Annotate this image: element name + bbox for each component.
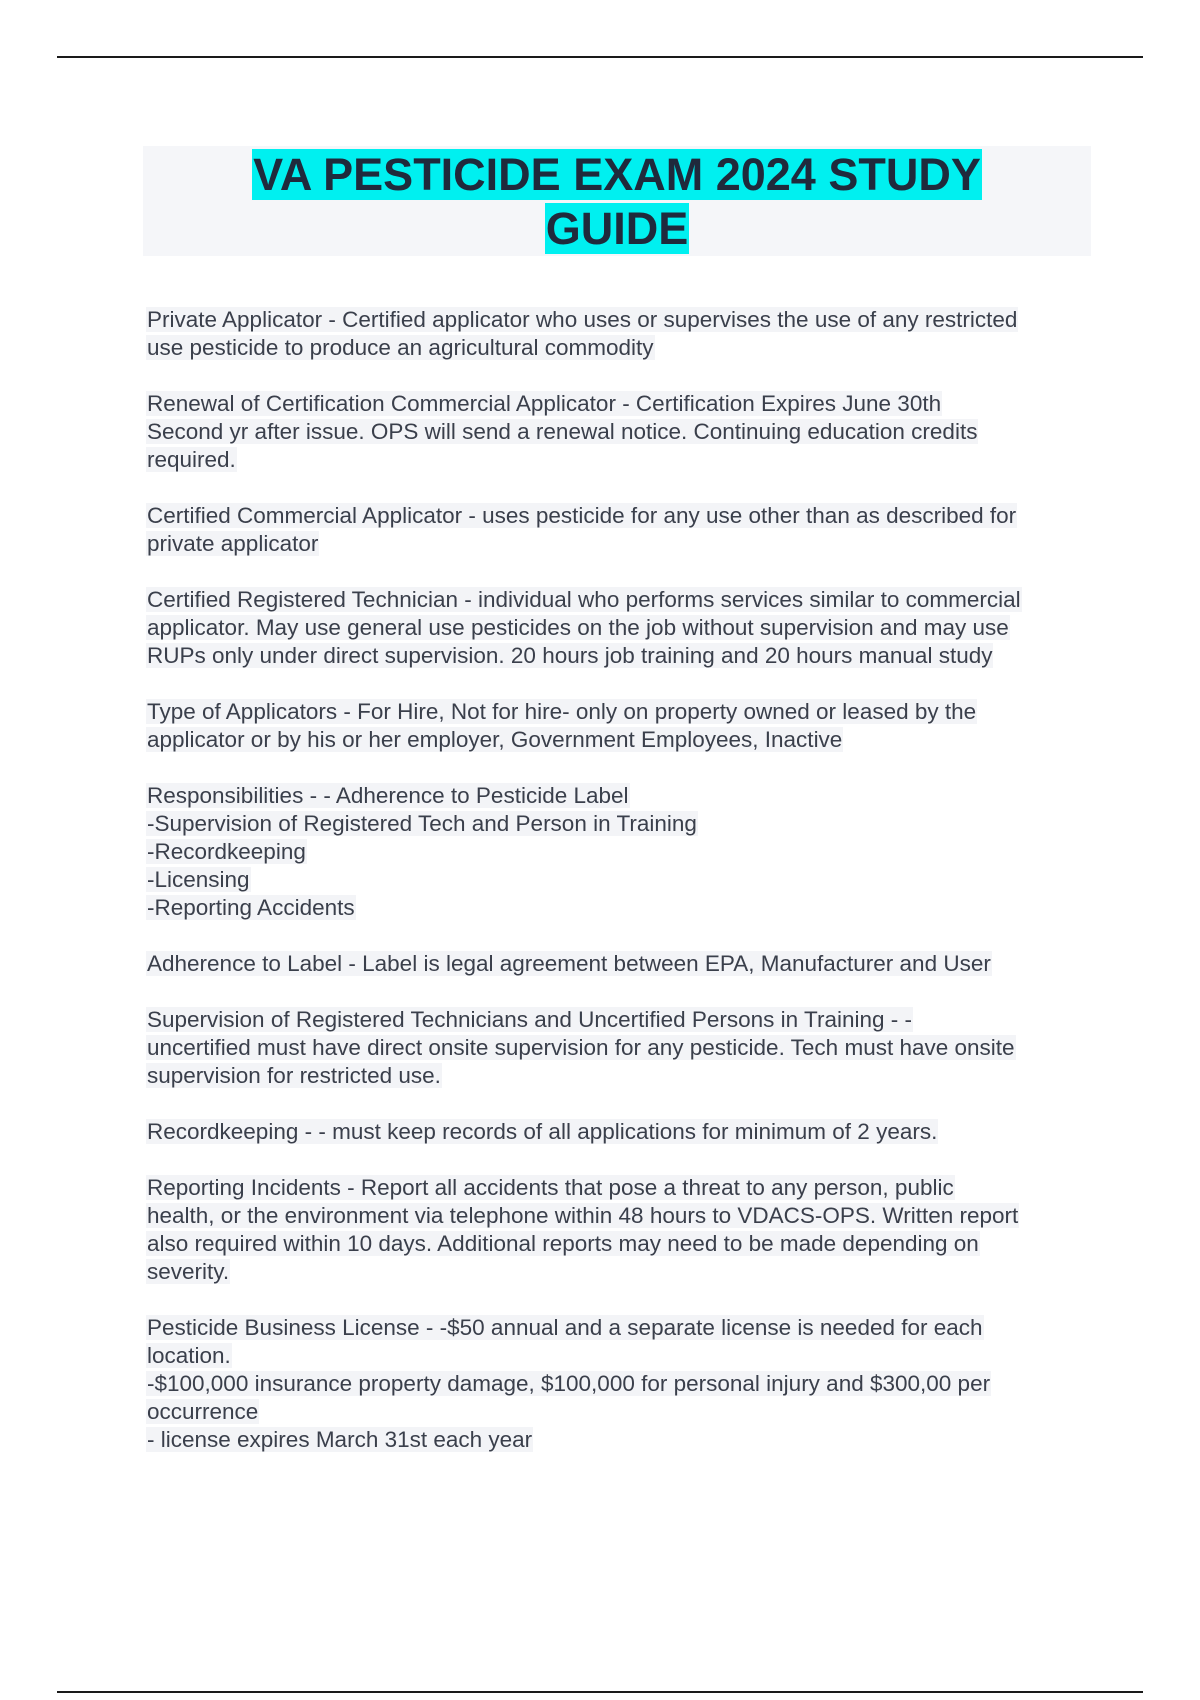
entry-line-text: Responsibilities - - Adherence to Pesticide Label	[147, 783, 629, 808]
entry-line-text: required.	[147, 447, 236, 472]
entry-line	[146, 1398, 1096, 1426]
entry-line-text: supervision for restricted use.	[147, 1063, 441, 1088]
entry-line	[146, 950, 1096, 978]
entry-line-text: Private Applicator - Certified applicator who uses or supervises the use of any restricted	[147, 307, 1018, 332]
entry-line	[146, 334, 1096, 362]
entry-line-text: private applicator	[147, 531, 319, 556]
entry-line-text: -Reporting Accidents	[147, 895, 355, 920]
entry-line	[146, 502, 1096, 530]
entry-line	[146, 810, 1096, 838]
entry-line-text: Renewal of Certification Commercial Applicator - Certification Expires June 30th	[147, 391, 942, 416]
entry-line-text: -Licensing	[147, 867, 250, 892]
title-line-2: GUIDE	[545, 203, 689, 254]
study-entry	[146, 390, 1096, 474]
study-entry	[146, 1006, 1096, 1090]
study-entry	[146, 1314, 1096, 1454]
entry-line	[146, 1258, 1096, 1286]
entry-line-text: -Recordkeeping	[147, 839, 306, 864]
entry-line	[146, 1314, 1096, 1342]
entry-line	[146, 306, 1096, 334]
entry-line-text: use pesticide to produce an agricultural commodity	[147, 335, 654, 360]
entry-line-text: -$100,000 insurance property damage, $100,000 for personal injury and $300,00 per	[147, 1371, 991, 1396]
entry-line	[146, 894, 1096, 922]
entry-line	[146, 1230, 1096, 1258]
study-entry	[146, 586, 1096, 670]
entry-line-text: Reporting Incidents - Report all accidents that pose a threat to any person, public	[147, 1175, 954, 1200]
study-entry	[146, 950, 1096, 978]
entry-line-text: Second yr after issue. OPS will send a renewal notice. Continuing education credits	[147, 419, 978, 444]
entry-line-text: Certified Registered Technician - individual who performs services similar to commercial	[147, 587, 1021, 612]
entry-line	[146, 1006, 1096, 1034]
entry-line	[146, 698, 1096, 726]
entry-line-text: -Supervision of Registered Tech and Person in Training	[147, 811, 697, 836]
entry-line-text: applicator. May use general use pesticides on the job without supervision and may use	[147, 615, 1009, 640]
entry-line-text: applicator or by his or her employer, Government Employees, Inactive	[147, 727, 843, 752]
entry-line	[146, 838, 1096, 866]
entry-line	[146, 1118, 1096, 1146]
entry-line-text: Type of Applicators - For Hire, Not for hire- only on property owned or leased by the	[147, 699, 977, 724]
page-title	[227, 148, 1007, 256]
study-entry	[146, 782, 1096, 922]
entry-line-text: uncertified must have direct onsite supervision for any pesticide. Tech must have onsite	[147, 1035, 1015, 1060]
study-entry	[146, 502, 1096, 558]
entry-line-text: Adherence to Label - Label is legal agreement between EPA, Manufacturer and User	[147, 951, 991, 976]
entry-line	[146, 614, 1096, 642]
study-entry	[146, 306, 1096, 362]
entry-line	[146, 1034, 1096, 1062]
entry-line	[146, 1370, 1096, 1398]
entry-line	[146, 782, 1096, 810]
entry-line	[146, 1202, 1096, 1230]
study-entry	[146, 1118, 1096, 1146]
entry-line	[146, 1174, 1096, 1202]
study-entry	[146, 1174, 1096, 1286]
entry-line-text: occurrence	[147, 1399, 259, 1424]
title-line-1: VA PESTICIDE EXAM 2024 STUDY	[253, 149, 981, 200]
entry-line	[146, 390, 1096, 418]
entry-line	[146, 418, 1096, 446]
entry-line-text: health, or the environment via telephone within 48 hours to VDACS-OPS. Written report	[147, 1203, 1019, 1228]
entry-line	[146, 866, 1096, 894]
entry-line-text: severity.	[147, 1259, 230, 1284]
bottom-rule	[57, 1691, 1143, 1693]
entry-line	[146, 1062, 1096, 1090]
entry-line	[146, 1426, 1096, 1454]
entry-line	[146, 726, 1096, 754]
entry-line	[146, 642, 1096, 670]
entry-line-text: Recordkeeping - - must keep records of all applications for minimum of 2 years.	[147, 1119, 938, 1144]
study-entry	[146, 698, 1096, 754]
entry-line-text: Pesticide Business License - -$50 annual and a separate license is needed for each	[147, 1315, 983, 1340]
entry-line	[146, 446, 1096, 474]
entry-line-text: also required within 10 days. Additional reports may need to be made depending on	[147, 1231, 979, 1256]
entry-line	[146, 530, 1096, 558]
entry-line-text: RUPs only under direct supervision. 20 hours job training and 20 hours manual study	[147, 643, 993, 668]
study-guide-body	[146, 306, 1096, 1482]
entry-line	[146, 586, 1096, 614]
entry-line-text: - license expires March 31st each year	[147, 1427, 533, 1452]
entry-line-text: location.	[147, 1343, 231, 1368]
entry-line	[146, 1342, 1096, 1370]
title-banner	[143, 146, 1091, 256]
top-rule	[57, 56, 1143, 58]
entry-line-text: Certified Commercial Applicator - uses pesticide for any use other than as described for	[147, 503, 1017, 528]
entry-line-text: Supervision of Registered Technicians and Uncertified Persons in Training - -	[147, 1007, 912, 1032]
